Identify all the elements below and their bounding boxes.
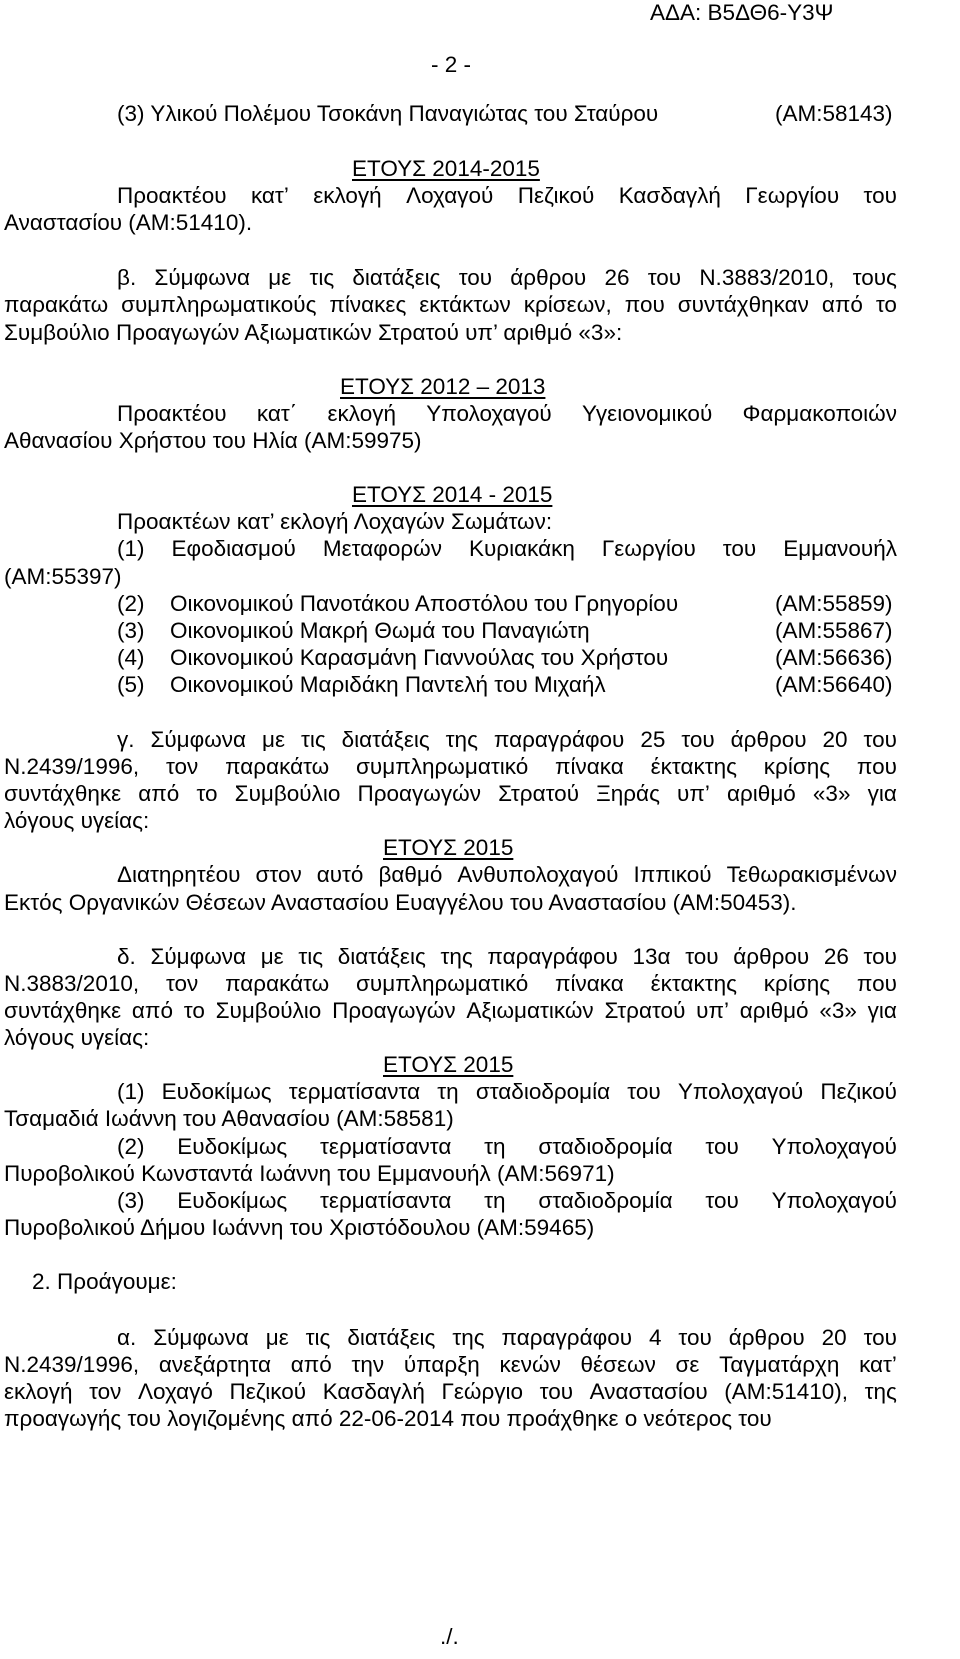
justified-line	[4, 781, 897, 807]
word: του	[627, 1079, 661, 1104]
word: Ιππικού	[633, 862, 712, 887]
word: την	[351, 1352, 385, 1377]
list-item-am: (ΑΜ:56636)	[775, 645, 893, 670]
justified-line	[117, 1134, 897, 1160]
word: Υπολοχαγού	[771, 1188, 897, 1213]
list-item-num: (5)	[117, 672, 145, 697]
item3-text: (3) Υλικού Πολέμου Τσοκάνη Παναγιώτας του Σταύρου	[117, 101, 659, 126]
word: διατάξεις	[337, 944, 426, 969]
word: (1)	[117, 1079, 145, 1104]
word: συμπληρωματικό	[356, 754, 529, 779]
word: διατάξεις	[347, 1325, 436, 1350]
word: Ν.3883/2010,	[699, 265, 835, 290]
year-heading-2015-d: ΕΤΟΥΣ 2015	[383, 1052, 514, 1077]
word: έκτακτης	[650, 971, 737, 996]
word: Κυριακάκη	[468, 536, 575, 561]
word: σε	[675, 1352, 700, 1377]
word: του	[863, 727, 897, 752]
word: στον	[255, 862, 302, 887]
word: βαθμό	[378, 862, 443, 887]
word: Συμβούλιο	[215, 998, 322, 1023]
word: Λοχαγό	[138, 1379, 213, 1404]
word: του	[863, 944, 897, 969]
word: Ευδοκίμως	[177, 1188, 288, 1213]
word: συμπληρωματικό	[356, 971, 529, 996]
word: Ταγματάρχη	[719, 1352, 840, 1377]
justified-line	[4, 754, 897, 780]
list-item-text: Οικονομικού Μακρή Θωμά του Παναγιώτη	[170, 618, 590, 643]
word: (ΑΜ:51410),	[724, 1379, 849, 1404]
word: δ.	[117, 944, 136, 969]
word: από	[138, 781, 180, 806]
word: τους	[852, 265, 897, 290]
word: σταδιοδρομία	[475, 1079, 611, 1104]
justified-line	[4, 292, 897, 318]
list-item-text: Οικονομικού Καρασμάνη Γιαννούλας του Χρήστου	[170, 645, 669, 670]
word: κατ’	[250, 183, 289, 208]
word: (2)	[117, 1134, 145, 1159]
word: Κασδαγλή	[618, 183, 721, 208]
word: 4	[648, 1325, 662, 1350]
word: του	[647, 265, 682, 290]
word: που	[624, 292, 665, 317]
text-line: Πυροβολικού Δήμου Ιωάννη του Χριστόδουλου (ΑΜ:59465)	[4, 1215, 595, 1240]
word: συντάχθηκε	[4, 998, 122, 1023]
word: σταδιοδρομία	[538, 1134, 673, 1159]
justified-line	[117, 1079, 897, 1105]
word: τον	[165, 754, 199, 779]
justified-line	[117, 944, 897, 970]
word: τη	[484, 1134, 506, 1159]
word: της	[440, 944, 473, 969]
word: Σύμφωνα	[154, 265, 251, 290]
word: Σύμφωνα	[150, 944, 247, 969]
word: του	[863, 183, 897, 208]
word: Υπολοχαγού	[771, 1134, 897, 1159]
text-line: προαγωγής του λογιζομένης από 22-06-2014 που προάχθηκε ο νεότερος του	[4, 1406, 772, 1431]
word: (1)	[117, 536, 145, 561]
word: Ευδοκίμως	[177, 1134, 288, 1159]
list-item-num: (2)	[117, 591, 145, 616]
word: εκλογή	[327, 401, 396, 426]
word: Ν.2439/1996,	[4, 1352, 140, 1377]
list-item-text: Οικονομικού Πανοτάκου Αποστόλου του Γρηγορίου	[170, 591, 679, 616]
word: 13α	[632, 944, 671, 969]
word: Πεζικού	[229, 1379, 307, 1404]
word: ανεξάρτητα	[158, 1352, 272, 1377]
word: του	[539, 1379, 574, 1404]
word: συντάχθηκε	[4, 781, 122, 806]
word: πίνακα	[555, 971, 624, 996]
word: το	[183, 998, 205, 1023]
word: Ν.2439/1996,	[4, 754, 140, 779]
word: Υπολοχαγού	[677, 1079, 804, 1104]
word: εκλογή	[313, 183, 382, 208]
word: αριθμό	[739, 998, 809, 1023]
year-heading-2012-2013: ΕΤΟΥΣ 2012 – 2013	[340, 374, 546, 399]
word: τερματίσαντα	[288, 1079, 421, 1104]
word: (3)	[117, 1188, 145, 1213]
word: τον	[89, 1379, 122, 1404]
justified-line	[117, 265, 897, 291]
word: τη	[437, 1079, 459, 1104]
text-line: Αθανασίου Χρήστου του Ηλία (ΑΜ:59975)	[4, 428, 422, 453]
word: από	[821, 292, 863, 317]
word: κενών	[499, 1352, 561, 1377]
word: Στρατού	[498, 781, 579, 806]
word: 20	[822, 727, 848, 752]
word: άρθρου	[730, 727, 807, 752]
word: Εφοδιασμού	[171, 536, 296, 561]
justified-line	[4, 971, 897, 997]
word: τη	[484, 1188, 506, 1213]
item3-am: (ΑΜ:58143)	[775, 101, 893, 126]
word: εκτάκτων	[419, 292, 511, 317]
word: τις	[309, 265, 335, 290]
word: άρθρου	[733, 944, 810, 969]
word: Εμμανουήλ	[783, 536, 897, 561]
word: «3»	[819, 998, 857, 1023]
word: Λοχαγού	[406, 183, 494, 208]
text-line: Εκτός Οργανικών Θέσεων Αναστασίου Ευαγγέλου του Αναστασίου (ΑΜ:50453).	[4, 890, 797, 915]
word: Διατηρητέου	[117, 862, 241, 887]
text-line: Πυροβολικού Κωνσταντά Ιωάννη του Εμμανουήλ (ΑΜ:56971)	[4, 1161, 615, 1186]
word: 20	[821, 1325, 847, 1350]
list-item-num: (3)	[117, 618, 145, 643]
text-line: Συμβούλιο Προαγωγών Αξιωματικών Στρατού υπ’ αριθμό «3»:	[4, 320, 623, 345]
word: από	[131, 998, 173, 1023]
word: α.	[117, 1325, 137, 1350]
word: Υπολοχαγού	[426, 401, 552, 426]
justified-line	[117, 536, 897, 562]
word: με	[268, 265, 292, 290]
justified-line	[117, 183, 897, 209]
word: Πεζικού	[820, 1079, 897, 1104]
word: που	[856, 971, 897, 996]
word: Ξηράς	[596, 781, 660, 806]
word: συντάχθηκαν	[677, 292, 809, 317]
justified-line	[4, 998, 897, 1024]
word: 26	[823, 944, 849, 969]
word: κρίσεων,	[523, 292, 612, 317]
word: τον	[165, 971, 199, 996]
list-item-am: (ΑΜ:55867)	[775, 618, 893, 643]
word: τις	[298, 944, 324, 969]
word: παρακάτω	[4, 292, 109, 317]
word: της	[445, 727, 478, 752]
word: Αναστασίου	[589, 1379, 708, 1404]
word: Γεωργίου	[601, 536, 696, 561]
word: Φαρμακοποιών	[742, 401, 897, 426]
word: άρθρου	[728, 1325, 805, 1350]
word: Γεωργίου	[745, 183, 840, 208]
word: του	[705, 1188, 739, 1213]
word: Προαγωγών	[332, 998, 456, 1023]
word: υπ’	[696, 998, 729, 1023]
word: Αξιωματικών	[466, 998, 594, 1023]
year-heading-2014-2015-a: ΕΤΟΥΣ 2014-2015	[352, 156, 540, 181]
word: 25	[640, 727, 666, 752]
word: Πεζικού	[517, 183, 595, 208]
word: παραγράφου	[493, 727, 625, 752]
word: σταδιοδρομία	[538, 1188, 673, 1213]
word: 26	[604, 265, 630, 290]
section2-title: 2. Προάγουμε:	[32, 1269, 177, 1294]
word: το	[875, 292, 897, 317]
word: Προακτέου	[117, 401, 227, 426]
word: έκτακτης	[650, 754, 737, 779]
word: για	[867, 781, 897, 806]
word: κρίσης	[763, 971, 831, 996]
word: αριθμό	[727, 781, 796, 806]
word: με	[265, 1325, 289, 1350]
word: «3»	[812, 781, 851, 806]
word: Στρατού	[604, 998, 686, 1023]
word: τερματίσαντα	[320, 1134, 452, 1159]
justified-line	[4, 1352, 897, 1378]
word: διατάξεις	[352, 265, 441, 290]
word: κατ΄	[256, 401, 298, 426]
word: του	[863, 1325, 897, 1350]
word: αυτό	[316, 862, 364, 887]
word: Γεώργιο	[441, 1379, 524, 1404]
word: Προακτέου	[117, 183, 227, 208]
text-line: Τσαμαδιά Ιωάννη του Αθανασίου (ΑΜ:58581)	[4, 1106, 454, 1131]
word: Ν.3883/2010,	[4, 971, 140, 996]
word: του	[458, 265, 493, 290]
year-heading-2014-2015-b: ΕΤΟΥΣ 2014 - 2015	[352, 482, 553, 507]
word: Υγειονομικού	[582, 401, 713, 426]
text-line: Αναστασίου (ΑΜ:51410).	[4, 210, 253, 235]
word: Κασδαγλή	[322, 1379, 425, 1404]
list-item-text: Οικονομικού Μαριδάκη Παντελή του Μιχαήλ	[170, 672, 606, 697]
word: Προαγωγών	[357, 781, 481, 806]
justified-line	[4, 1379, 897, 1405]
word: το	[196, 781, 218, 806]
word: τις	[300, 727, 326, 752]
list-item-num: (4)	[117, 645, 145, 670]
text-line: λόγους υγείας:	[4, 1025, 150, 1050]
word: β.	[117, 265, 137, 290]
word: διατάξεις	[341, 727, 430, 752]
word: κρίσης	[763, 754, 831, 779]
word: που	[856, 754, 897, 779]
word: ύπαρξη	[403, 1352, 480, 1377]
justified-line	[117, 1188, 897, 1214]
text-line: (ΑΜ:55397)	[4, 564, 122, 589]
page-number: - 2 -	[431, 52, 472, 77]
word: του	[722, 536, 757, 561]
word: με	[262, 727, 286, 752]
word: της	[452, 1325, 485, 1350]
word: με	[260, 944, 284, 969]
word: του	[681, 727, 715, 752]
word: θέσεων	[580, 1352, 656, 1377]
word: εκλογή	[4, 1379, 73, 1404]
list-item-am: (ΑΜ:56640)	[775, 672, 893, 697]
word: παρακάτω	[225, 754, 330, 779]
word: Σύμφωνα	[153, 1325, 249, 1350]
list-item-am: (ΑΜ:55859)	[775, 591, 893, 616]
word: τις	[305, 1325, 331, 1350]
corps-intro: Προακτέων κατ’ εκλογή Λοχαγών Σωμάτων:	[117, 509, 553, 534]
word: παραγράφου	[487, 944, 618, 969]
word: του	[705, 1134, 739, 1159]
continuation-mark: ./.	[440, 1624, 459, 1649]
word: πίνακα	[555, 754, 624, 779]
justified-line	[117, 401, 897, 427]
word: συμπληρωματικούς	[121, 292, 317, 317]
word: υπ’	[677, 781, 710, 806]
text-line: λόγους υγείας:	[4, 808, 150, 833]
word: της	[864, 1379, 897, 1404]
justified-line	[117, 862, 897, 888]
word: Μεταφορών	[322, 536, 442, 561]
year-heading-2015-g: ΕΤΟΥΣ 2015	[383, 835, 514, 860]
justified-line	[117, 727, 897, 753]
word: τερματίσαντα	[320, 1188, 452, 1213]
word: παραγράφου	[501, 1325, 633, 1350]
word: παρακάτω	[225, 971, 330, 996]
word: του	[685, 944, 719, 969]
word: Ευδοκίμως	[161, 1079, 272, 1104]
word: Ανθυπολοχαγού	[457, 862, 619, 887]
word: άρθρου	[510, 265, 587, 290]
word: γ.	[117, 727, 135, 752]
ada-code: ΑΔΑ: Β5ΔΘ6-Υ3Ψ	[650, 0, 834, 25]
word: από	[290, 1352, 332, 1377]
word: Τεθωρακισμένων	[726, 862, 897, 887]
word: του	[678, 1325, 712, 1350]
word: κατ’	[859, 1352, 897, 1377]
word: Σύμφωνα	[150, 727, 247, 752]
word: Συμβούλιο	[234, 781, 341, 806]
word: για	[867, 998, 897, 1023]
justified-line	[117, 1325, 897, 1351]
word: πίνακες	[329, 292, 407, 317]
